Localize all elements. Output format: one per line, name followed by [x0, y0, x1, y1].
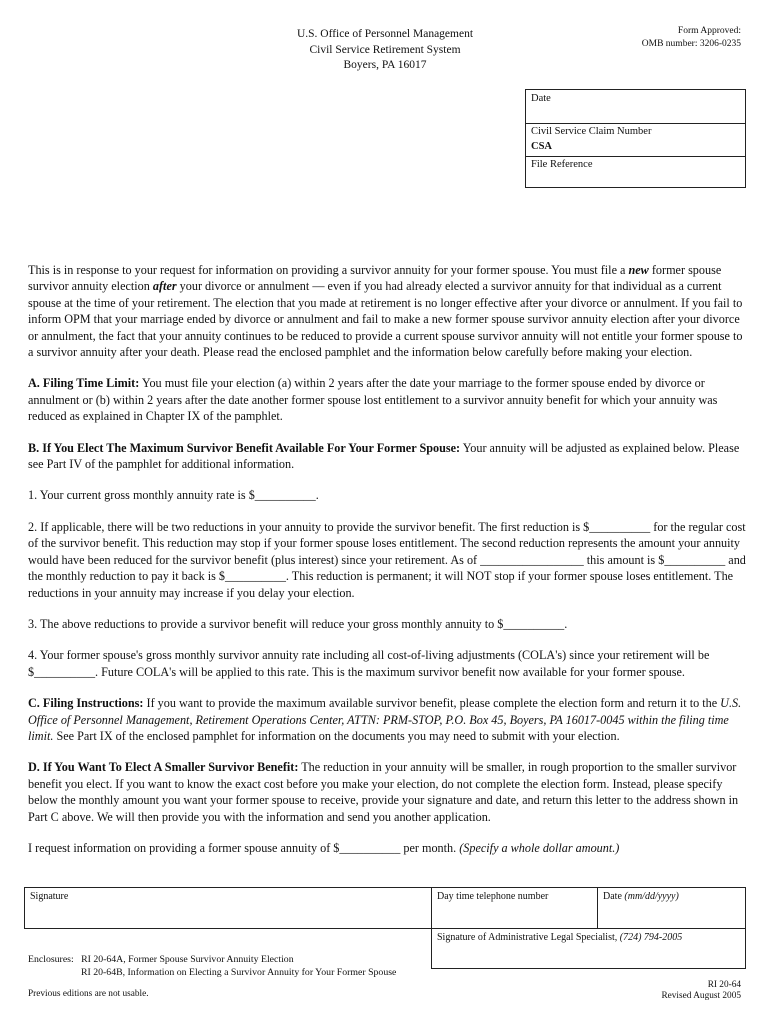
date-field[interactable] [597, 887, 746, 929]
claim-info-box [525, 89, 746, 188]
section-a: A. Filing Time Limit: You must file your election (a) within 2 years after the date your marriage to the former spouse ended by divorce or annulment or (b) within 2 years after the date another former spouse lost entitlement to a survivor annuity benefit for which your annuity was reduced as explained in Chapter IX of the pamphlet. [28, 376, 718, 424]
file-reference-field[interactable] [526, 156, 745, 189]
intro-paragraph: This is in response to your request for information on providing a survivor annuity for your former spouse. You must file a new former spouse survivor annuity election after your divorce or annulment — even if you had already elected a survivor annuity for that individual as a current spouse at the time of your retirement. The election that you made at retirement is no longer effective after your divorce or annulment. If you fail to inform OPM that your marriage ended by divorce or annulment and fail to make a new former spouse survivor annuity election after your divorce or annulment, the fact that your annuity continues to be reduced to provide a current spouse survivor annuity will not entitle your former spouse to a survivor annuity after your death. Please read the enclosed pamphlet and the information below carefully before making your election. [28, 263, 743, 360]
signature-label: Signature [30, 891, 69, 902]
agency-system: Civil Service Retirement System [309, 43, 461, 56]
date-label: Date [531, 93, 551, 104]
section-a-heading: A. Filing Time Limit: [28, 376, 140, 391]
claim-number-label: Civil Service Claim Number [531, 126, 652, 137]
section-d-heading: D. If You Want To Elect A Smaller Survivor Benefit: [28, 760, 299, 775]
file-reference-label: File Reference [531, 159, 593, 170]
section-b-heading: B. If You Elect The Maximum Survivor Benefit Available For Your Former Spouse: [28, 440, 461, 455]
specialist-label: Signature of Administrative Legal Specialist, [437, 932, 620, 943]
section-b-item-2: 2. If applicable, there will be two reductions in your annuity to provide the survivor benefit. The first reduction is $__________ for the regular cost of the survivor benefit. This reduction may stop if your former spouse loses entitlement. The second reduction represents the amount your annuity would have been reduced for the survivor benefit (plus interest) since your retirement. As of _________________ this amount is $__________ and the monthly reduction to pay it back is $__________. This reduction is permanent; it will NOT stop if your former spouse loses entitlement. The reductions in your annuity may increase if you delay your election. [28, 519, 746, 600]
form-number: RI 20-64 [707, 980, 741, 990]
date-format: (mm/dd/yyyy) [624, 891, 679, 902]
claim-prefix: CSA [531, 141, 553, 152]
section-d: D. If You Want To Elect A Smaller Survivor Benefit: The reduction in your annuity will be smaller, in rough proportion to the smaller survivor benefit you elect. If you want to know the exact cost before you make your election, do not complete the election form. Instead, please specify below the monthly amount you want your former spouse to receive, provide your signature and date, and return this letter to the address shown in Part C above. We will then provide you with the information and send you another application. [28, 760, 739, 824]
enclosures-label: Enclosures: [28, 954, 74, 965]
previous-editions-note: Previous editions are not usable. [28, 989, 149, 999]
form-id [661, 980, 741, 1002]
enclosure-1: RI 20-64A, Former Spouse Survivor Annuity Election [81, 954, 294, 965]
phone-label: Day time telephone number [437, 891, 549, 902]
mailing-address: U.S. Office of Personnel Management, Retirement Operations Center, ATTN: PRM-STOP, P.O. Box 45, Boyers, PA 16017-0045 within the filing time limit. [28, 696, 742, 743]
date-label: Date [603, 891, 625, 902]
omb-number: OMB number: 3206-0235 [641, 38, 741, 49]
revised-date: Revised August 2005 [661, 991, 741, 1001]
section-b-item-3: 3. The above reductions to provide a survivor benefit will reduce your gross monthly annuity to $__________. [28, 616, 568, 631]
section-c: C. Filing Instructions: If you want to provide the maximum available survivor benefit, please complete the election form and return it to the U.S. Office of Personnel Management, Retirement Operations Center, ATTN: PRM-STOP, P.O. Box 45, Boyers, PA 16017-0045 within the filing time limit. See Part IX of the enclosed pamphlet for information on the documents you may need to submit with your election. [28, 696, 742, 743]
agency-name: U.S. Office of Personnel Management [296, 28, 474, 40]
agency-city: Boyers, PA 16017 [343, 59, 427, 71]
section-b: B. If You Elect The Maximum Survivor Benefit Available For Your Former Spouse: Your annuity will be adjusted as explained below. Please see Part IV of the pamphlet for additional information. [28, 440, 740, 472]
enclosure-2: RI 20-64B, Information on Electing a Survivor Annuity for Your Former Spouse [81, 966, 397, 978]
form-approval [642, 25, 741, 50]
request-line: I request information on providing a former spouse annuity of $__________ per month. (Specify a whole dollar amount.) [28, 840, 620, 855]
phone-field[interactable] [431, 887, 598, 929]
section-b-item-1: 1. Your current gross monthly annuity rate is $__________. [28, 488, 319, 503]
section-c-heading: C. Filing Instructions: [28, 696, 144, 711]
claim-number-field[interactable] [526, 123, 745, 157]
specialist-signature-field[interactable] [431, 928, 746, 969]
form-approved-label: Form Approved: [677, 26, 741, 36]
section-b-item-4: 4. Your former spouse's gross monthly survivor annuity rate including all cost-of-living adjustments (COLA's) since your retirement will be $__________. Future COLA's will be applied to this rate. This is the maximum survivor benefit now available for your former spouse. [28, 648, 710, 679]
signature-field[interactable] [24, 887, 432, 929]
enclosures [28, 954, 396, 979]
agency-address [240, 27, 530, 74]
specialist-phone: (724) 794-2005 [619, 932, 683, 943]
letter-body [28, 262, 746, 871]
